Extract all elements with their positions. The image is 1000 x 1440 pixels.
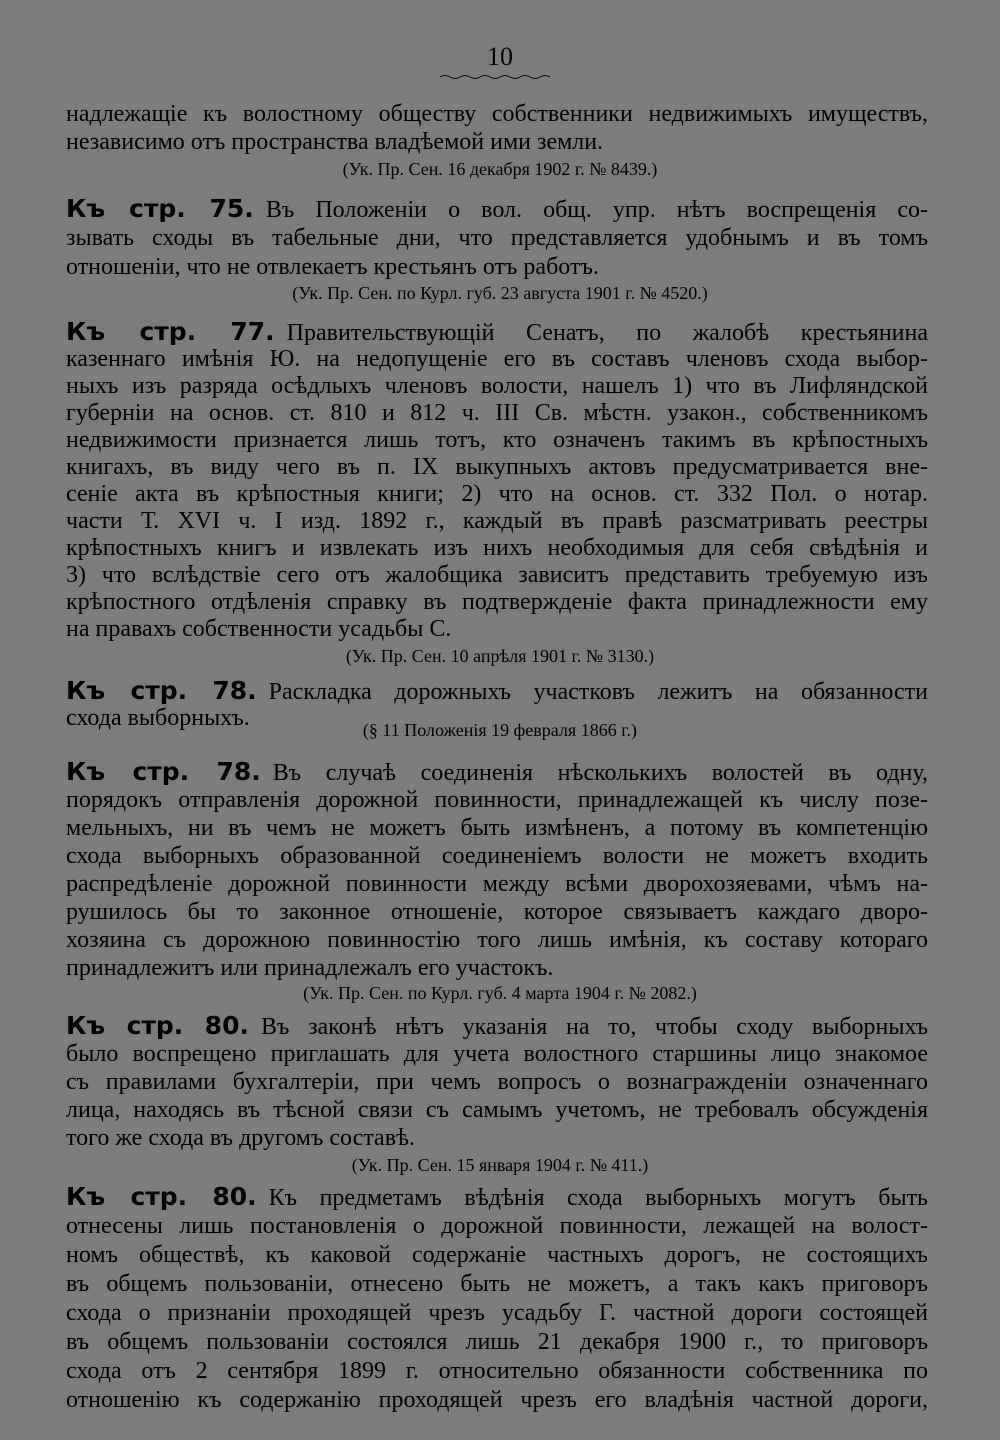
text-line: лица, находясь въ тѣсной связи съ самымъ учетомъ, не требовалъ обсужденія: [66, 1097, 928, 1123]
paragraph-line-first: [66, 677, 928, 706]
text-line: мельныхъ, ни въ чемъ не можетъ быть измѣненъ, а потому въ компетенцію: [66, 815, 928, 841]
citation: (Ук. Пр. Сен. 15 января 1904 г. № 411.): [351, 1155, 649, 1175]
text-line: въ общемъ пользованіи, отнесено быть не можетъ, а такъ какъ приговоръ: [66, 1271, 928, 1297]
text-line: губерніи на основ. ст. 810 и 812 ч. III Св. мѣстн. узакон., собственникомъ: [66, 400, 928, 426]
text-line: отношеніи, что не отвлекаетъ крестьянъ отъ работъ.: [66, 254, 599, 280]
text-line: сеніе акта въ крѣпостныя книги; 2) что на основ. ст. 332 Пол. о нотар.: [66, 481, 928, 507]
text-line: независимо отъ пространства владѣемой ими земли.: [66, 129, 604, 155]
text-line: въ общемъ пользованіи состоялся лишь 21 декабря 1900 г., то приговоръ: [66, 1329, 928, 1355]
section-heading: Къ стр. 78.: [66, 757, 261, 786]
text-line: Въ законѣ нѣтъ указанія на то, чтобы сходу выборныхъ: [260, 1014, 929, 1040]
text-line: зывать сходы въ табельные дни, что представляется удобнымъ и въ томъ: [66, 225, 928, 251]
section-heading: Къ стр. 78.: [66, 676, 257, 705]
text-line: было воспрещено приглашать для учета волостного старшины лицо знакомое: [66, 1041, 928, 1067]
text-line: схода выборныхъ.: [66, 705, 250, 731]
text-line: съ правилами бухгалтеріи, при чемъ вопросъ о вознагражденіи означеннаго: [66, 1069, 928, 1095]
text-line: крѣпостного отдѣленія справку въ подтвержденіе факта принадлежности ему: [66, 589, 928, 615]
page-number: 10: [487, 42, 513, 71]
text-line: номъ обществѣ, къ каковой содержаніе частныхъ дорогъ, не состоящихъ: [66, 1242, 928, 1268]
text-line: Правительствующій Сенатъ, по жалобѣ крестьянина: [286, 320, 929, 346]
paragraph-line-first: [66, 1012, 928, 1041]
section-heading: Къ стр. 77.: [66, 317, 275, 346]
citation: (§ 11 Положенія 19 февраля 1866 г.): [362, 720, 638, 740]
text-line: схода о признаніи проходящей чрезъ усадьбу Г. частной дороги состоящей: [66, 1300, 928, 1326]
text-line: принадлежитъ или принадлежалъ его участокъ.: [66, 955, 554, 981]
citation: (Ук. Пр. Сен. по Курл. губ. 23 августа 1901 г. № 4520.): [292, 283, 708, 303]
paragraph-line-first: [66, 1183, 928, 1212]
section-heading: Къ стр. 80.: [66, 1011, 249, 1040]
text-line: Къ предметамъ вѣдѣнія схода выборныхъ могутъ быть: [268, 1185, 928, 1211]
text-line: недвижимости признается лишь тотъ, кто означенъ такимъ въ крѣпостныхъ: [66, 427, 928, 453]
paragraph-line-first: [66, 195, 928, 224]
text-line: надлежащіе къ волостному обществу собственники недвижимыхъ имуществъ,: [66, 101, 928, 127]
text-line: распредѣленіе дорожной повинности между всѣми дворохозяевами, чѣмъ на-: [66, 871, 928, 897]
decorative-wavy-rule: [440, 74, 550, 80]
text-line: схода отъ 2 сентября 1899 г. относительно обязанности собственника по: [66, 1358, 928, 1384]
citation: (Ук. Пр. Сен. 16 декабря 1902 г. № 8439.): [342, 159, 658, 179]
paragraph-line-first: [66, 318, 928, 347]
text-line: книгахъ, въ виду чего въ п. IX выкупныхъ актовъ предусматривается вне-: [66, 454, 928, 480]
text-line: того же схода въ другомъ составѣ.: [66, 1125, 416, 1151]
text-line: хозяина съ дорожною повинностію того лишь имѣнія, къ составу котораго: [66, 927, 928, 953]
citation: (Ук. Пр. Сен. 10 апрѣля 1901 г. № 3130.): [345, 646, 655, 666]
text-line: порядокъ отправленія дорожной повинности, принадлежащей къ числу позе-: [66, 787, 928, 813]
text-line: ныхъ изъ разряда осѣдлыхъ членовъ волости, нашелъ 1) что въ Лифляндской: [66, 373, 928, 399]
text-line: крѣпостныхъ книгъ и извлекать изъ нихъ необходимыя для себя свѣдѣнія и: [66, 535, 928, 561]
text-line: на правахъ собственности усадьбы С.: [66, 616, 452, 642]
text-line: Въ случаѣ соединенія нѣсколькихъ волостей въ одну,: [272, 760, 928, 786]
text-line: схода выборныхъ образованной соединеніемъ волости не можетъ входить: [66, 843, 928, 869]
text-line: рушилось бы то законное отношеніе, которое связываетъ каждаго дворо-: [66, 899, 928, 925]
text-line: Въ Положеніи о вол. общ. упр. нѣтъ воспрещенія со-: [265, 197, 929, 223]
text-line: 3) что вслѣдствіе сего отъ жалобщика зависитъ представить требуемую изъ: [66, 562, 928, 588]
text-line: Раскладка дорожныхъ участковъ лежитъ на обязанности: [268, 679, 928, 705]
text-line: части Т. XVI ч. I изд. 1892 г., каждый въ правѣ разсматривать реестры: [66, 508, 928, 534]
text-line: отношенію къ содержанію проходящей чрезъ его владѣнія частной дороги,: [66, 1387, 928, 1413]
paragraph-line-first: [66, 758, 928, 787]
text-line: отнесены лишь постановленія о дорожной повинности, лежащей на волост-: [66, 1213, 928, 1239]
section-heading: Къ стр. 75.: [66, 194, 254, 223]
section-heading: Къ стр. 80.: [66, 1182, 257, 1211]
text-line: казеннаго имѣнія Ю. на недопущеніе его въ составъ членовъ схода выбор-: [66, 346, 928, 372]
citation: (Ук. Пр. Сен. по Курл. губ. 4 марта 1904 г. № 2082.): [303, 983, 697, 1003]
